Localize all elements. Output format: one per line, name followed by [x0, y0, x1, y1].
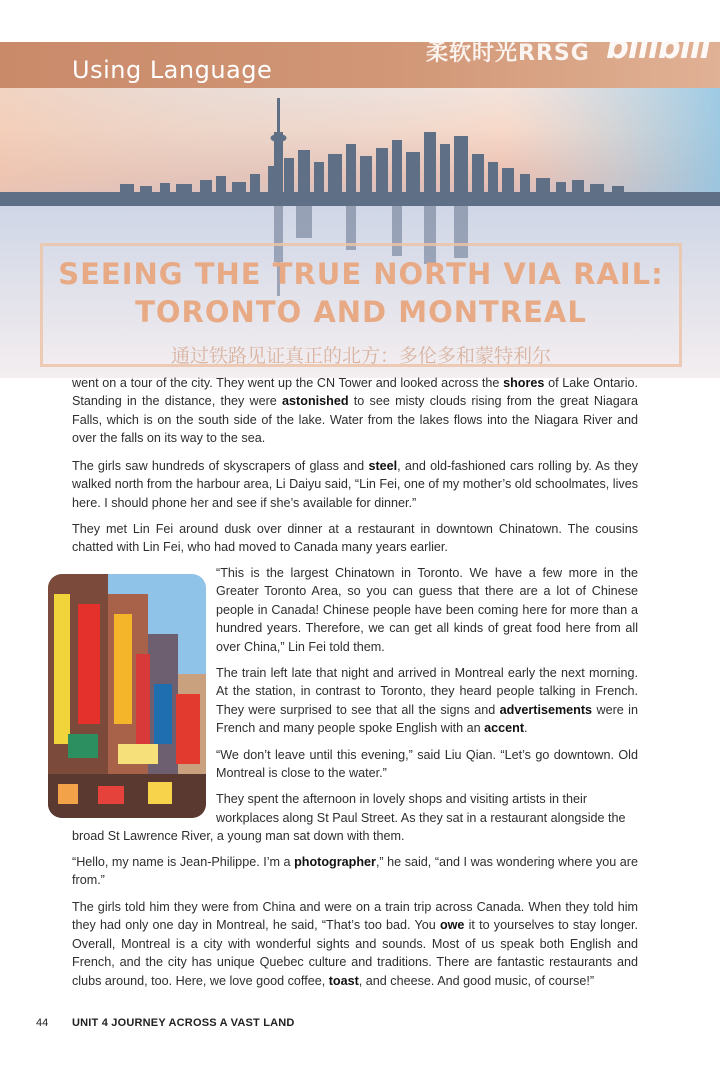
chinatown-street-signs-photo — [48, 574, 206, 818]
watermark-text: 柔软时光RRSG — [426, 41, 590, 66]
vocab-advertisements: advertisements — [499, 702, 593, 717]
paragraph-4: “This is the largest Chinatown in Toronto. We have a few more in the Greater Toronto Area, so you can guess that there are a lot of Chinese people in Canada! Chinese people have been coming here for more than a hundred years. Therefore, we can get all kinds of great food here from all over China,” Lin Fei told them. — [216, 566, 638, 654]
paragraph-7-line-2: workplaces along St Paul Street. As they sat in a restaurant alongside the — [216, 811, 626, 825]
vocab-owe: owe — [439, 918, 465, 933]
bilibili-logo-icon: bilibili — [606, 28, 710, 66]
paragraph-7-line-1: They spent the afternoon in lovely shops and visiting artists in their — [216, 792, 588, 806]
unit-label: UNIT 4 JOURNEY ACROSS A VAST LAND — [72, 1017, 295, 1029]
chinese-subtitle: 通过铁路见证真正的北方：多伦多和蒙特利尔 — [170, 345, 551, 367]
paragraph-7-line-3: broad St Lawrence River, a young man sat down with them. — [72, 829, 405, 843]
main-title-line-1: SEEING THE TRUE NORTH VIA RAIL: — [58, 257, 664, 291]
paragraph-2: The girls saw hundreds of skyscrapers of glass and steel, and old-fashioned cars rolling by. As they walked north from the harbour area, Li Daiyu said, “Lin Fei, one of my mother’s old schoolmates, lives here. I should phone her and see if she’s available for dinner.” — [72, 459, 639, 510]
page-number: 44 — [36, 1017, 49, 1029]
paragraph-8: “Hello, my name is Jean-Philippe. I’m a photographer,” he said, “and I was wondering where you are from.” — [72, 855, 639, 888]
vocab-accent: accent — [484, 721, 525, 736]
paragraph-6: “We don’t leave until this evening,” said Liu Qian. “Let’s go downtown. Old Montreal is close to the water.” — [216, 748, 638, 781]
paragraph-5: The train left late that night and arrived in Montreal early the next morning. At the station, in contrast to Toronto, they heard people talking in French. They were surprised to see that all the signs and advertisements were in French and many people spoke English with an accent. — [216, 666, 638, 736]
vocab-astonished: astonished — [282, 394, 349, 409]
paragraph-3: They met Lin Fei around dusk over dinner at a restaurant in downtown Chinatown. The cousins chatted with Lin Fei, who had moved to Canada many years earlier. — [72, 522, 638, 555]
vocab-toast: toast — [328, 973, 359, 988]
paragraph-1: went on a tour of the city. They went up the CN Tower and looked across the shores of Lake Ontario. Standing in the distance, they were astonished to see misty clouds rising from the great Niagara Falls, which is on the south side of the lake. Water from the lakes flows into the Niagara River and over the falls on its way to the sea. — [72, 376, 638, 446]
section-title: Using Language — [72, 56, 273, 84]
paragraph-9: The girls told him they were from China and were on a train trip across Canada. When they told him they had only one day in Montreal, he said, “That’s too bad. You owe it to yourselves to stay longer. Overall, Montreal is a city with wonderful sights and sounds. Most of us speak both English and French, and the city has unique Quebec culture and traditions. There are fantastic restaurants and clubs around, too. Here, we love good coffee, toast, and cheese. And good music, of course!” — [72, 900, 638, 988]
vocab-photographer: photographer — [294, 855, 376, 869]
main-title-line-2: TORONTO AND MONTREAL — [135, 295, 587, 329]
vocab-steel: steel — [368, 459, 398, 473]
vocab-shores: shores — [503, 376, 545, 390]
